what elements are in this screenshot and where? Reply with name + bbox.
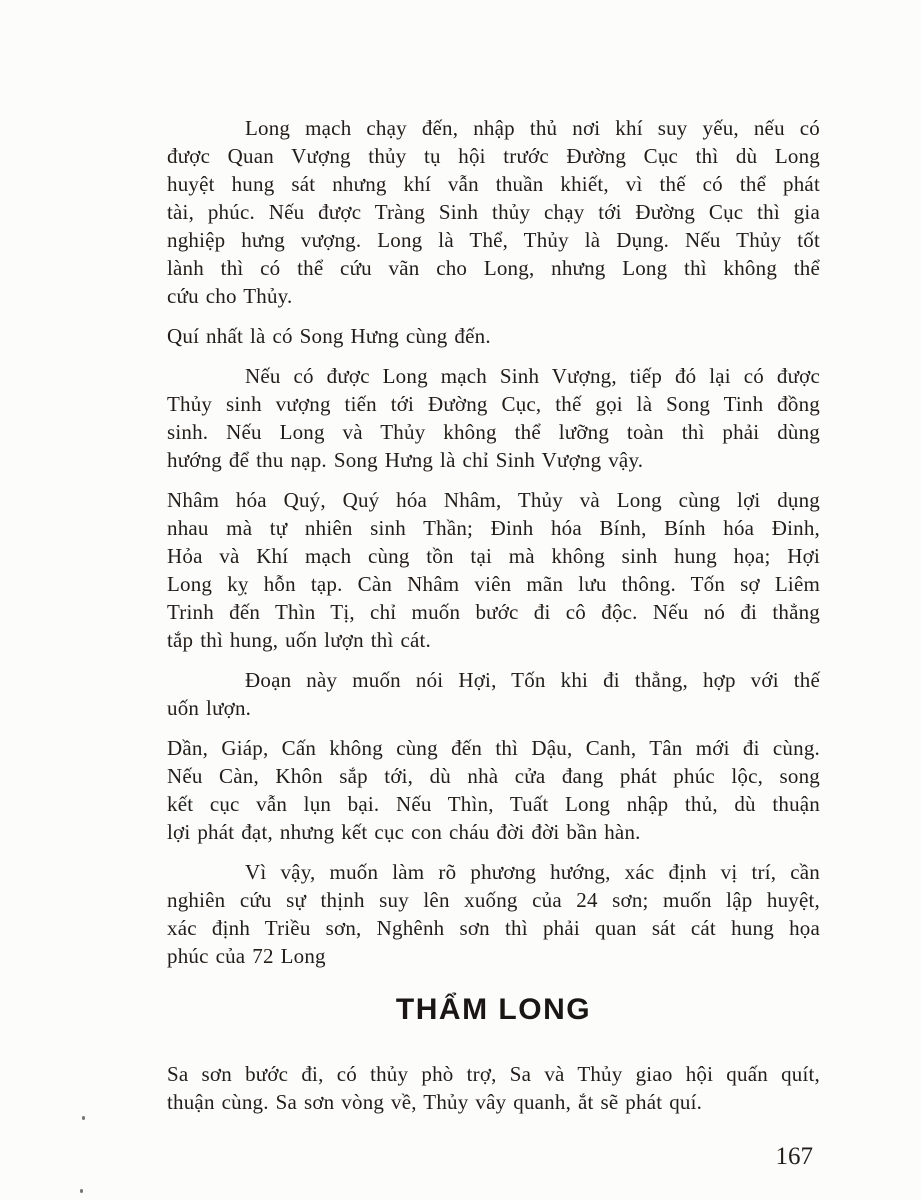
text-line: huyệt hung sát nhưng khí vẫn thuần khiết, vì thế có thể phát: [167, 172, 820, 196]
text-line: Long mạch chạy đến, nhập thủ nơi khí suy yếu, nếu có: [245, 116, 820, 140]
text-line: Nhâm hóa Quý, Quý hóa Nhâm, Thủy và Long cùng lợi dụng: [167, 488, 820, 512]
paragraph-1: [167, 114, 820, 310]
text-line: lành thì có thể cứu vãn cho Long, nhưng Long thì không thể: [167, 256, 820, 280]
paragraph-6: [167, 734, 820, 846]
text-line: Long kỵ hỗn tạp. Càn Nhâm viên mãn lưu thông. Tốn sợ Liêm: [167, 572, 820, 596]
text-line: thuận cùng. Sa sơn vòng về, Thủy vây quanh, ắt sẽ phát quí.: [167, 1090, 703, 1114]
scan-speck: [82, 1116, 85, 1120]
text-line: Trinh đến Thìn Tị, chỉ muốn bước đi cô độc. Nếu nó đi thẳng: [167, 600, 820, 624]
text-line: nghiệp hưng vượng. Long là Thể, Thủy là Dụng. Nếu Thủy tốt: [167, 228, 820, 252]
text-line: lợi phát đạt, nhưng kết cục con cháu đời đời bần hàn.: [167, 820, 641, 844]
paragraph-2: [167, 322, 820, 350]
text-line: được Quan Vượng thủy tụ hội trước Đường Cục thì dù Long: [167, 144, 820, 168]
text-block: [167, 114, 820, 1128]
text-line: Thủy sinh vượng tiến tới Đường Cục, thế gọi là Song Tinh đồng: [167, 392, 820, 416]
text-line: phúc của 72 Long: [167, 944, 326, 968]
text-line: nghiên cứu sự thịnh suy lên xuống của 24 sơn; muốn lập huyệt,: [167, 888, 820, 912]
text-line: Vì vậy, muốn làm rõ phương hướng, xác định vị trí, cần: [245, 860, 820, 884]
text-line: Nếu có được Long mạch Sinh Vượng, tiếp đó lại có được: [245, 364, 820, 388]
text-line: Sa sơn bước đi, có thủy phò trợ, Sa và Thủy giao hội quấn quít,: [167, 1062, 820, 1086]
text-line: hướng để thu nạp. Song Hưng là chỉ Sinh Vượng vậy.: [167, 448, 644, 472]
paragraph-3: [167, 362, 820, 474]
text-line: xác định Triều sơn, Nghênh sơn thì phải quan sát cát hung họa: [167, 916, 820, 940]
text-line: Đoạn này muốn nói Hợi, Tốn khi đi thẳng, hợp với thế: [245, 668, 820, 692]
text-line: sinh. Nếu Long và Thủy không thể lưỡng toàn thì phải dùng: [167, 420, 820, 444]
text-line: tài, phúc. Nếu được Tràng Sinh thủy chạy tới Đường Cục thì gia: [167, 200, 820, 224]
text-line: Hỏa và Khí mạch cùng tồn tại mà không sinh hung họa; Hợi: [167, 544, 820, 568]
text-line: tắp thì hung, uốn lượn thì cát.: [167, 628, 431, 652]
paragraph-4: [167, 486, 820, 654]
section-heading: THẨM LONG: [395, 993, 592, 1026]
text-line: cứu cho Thủy.: [167, 284, 293, 308]
page-number: 167: [775, 1143, 813, 1170]
text-line: nhau mà tự nhiên sinh Thần; Đinh hóa Bính, Bính hóa Đinh,: [167, 516, 820, 540]
scan-speck: [80, 1189, 83, 1193]
text-line: kết cục vẫn lụn bại. Nếu Thìn, Tuất Long nhập thủ, dù thuận: [167, 792, 820, 816]
paragraph-7: [167, 858, 820, 970]
paragraph-5: [167, 666, 820, 722]
text-line: Nếu Càn, Khôn sắp tới, dù nhà cửa đang phát phúc lộc, song: [167, 764, 820, 788]
text-line: Dần, Giáp, Cấn không cùng đến thì Dậu, Canh, Tân mới đi cùng.: [167, 736, 820, 760]
paragraph-8: [167, 1060, 820, 1116]
text-line: Quí nhất là có Song Hưng cùng đến.: [167, 324, 491, 348]
text-line: uốn lượn.: [167, 696, 252, 720]
